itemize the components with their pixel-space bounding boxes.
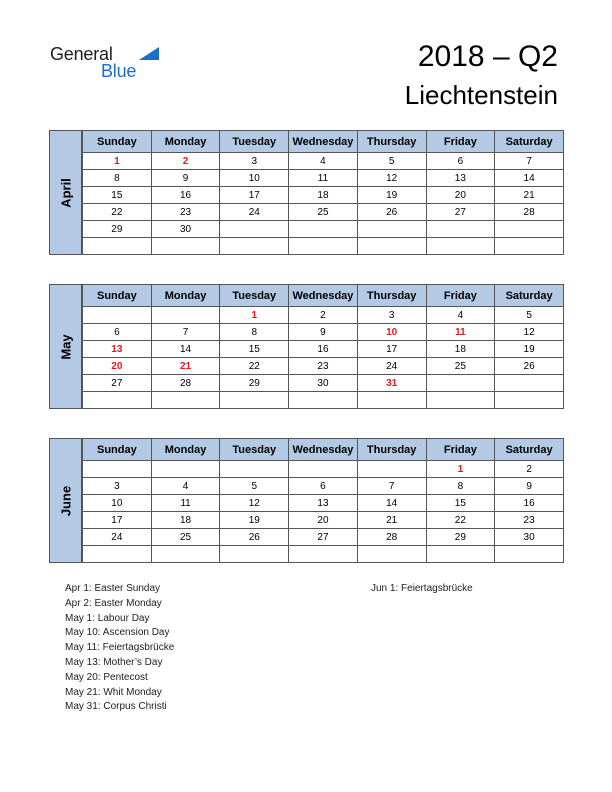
weekday-header: Wednesday [289,439,358,461]
holiday-note: Apr 1: Easter Sunday [65,583,161,594]
day-cell: 14 [151,341,220,358]
day-cell [220,461,289,478]
day-cell: 30 [151,221,220,238]
day-cell [83,546,152,563]
weekday-header: Saturday [495,285,564,307]
day-cell: 26 [220,529,289,546]
weekday-header: Sunday [83,131,152,153]
day-cell: 10 [220,170,289,187]
day-cell: 18 [151,512,220,529]
day-cell [83,307,152,324]
day-cell: 13 [83,341,152,358]
day-cell: 6 [83,324,152,341]
day-cell: 10 [357,324,426,341]
weekday-header: Tuesday [220,131,289,153]
week-row [83,307,564,324]
day-cell: 19 [357,187,426,204]
week-row [83,461,564,478]
logo-word-general: General [50,44,113,64]
day-cell: 15 [83,187,152,204]
day-cell: 12 [357,170,426,187]
day-cell: 31 [357,375,426,392]
week-row [83,478,564,495]
weekday-header: Friday [426,439,495,461]
day-cell: 14 [495,170,564,187]
day-cell: 21 [495,187,564,204]
day-cell: 16 [289,341,358,358]
day-cell: 9 [289,324,358,341]
weekday-header: Thursday [357,285,426,307]
week-row [83,512,564,529]
day-cell [151,238,220,255]
day-cell: 7 [495,153,564,170]
holiday-note: May 31: Corpus Christi [65,701,167,713]
day-cell: 11 [289,170,358,187]
day-cell: 4 [289,153,358,170]
week-row [83,546,564,563]
day-cell: 22 [426,512,495,529]
month-label [49,438,82,563]
holiday-notes-left [65,582,174,715]
week-row [83,204,564,221]
day-cell: 22 [220,358,289,375]
day-cell: 23 [151,204,220,221]
day-cell [426,238,495,255]
day-cell: 25 [426,358,495,375]
month-label-text: May [58,333,73,360]
day-cell [83,461,152,478]
holiday-note: May 21: Whit Monday [65,686,162,698]
day-cell: 13 [289,495,358,512]
logo-triangle-icon [139,47,159,60]
day-cell [289,238,358,255]
day-cell: 5 [495,307,564,324]
holiday-note: Apr 2: Easter Monday [65,597,162,609]
day-cell: 26 [495,358,564,375]
day-cell [495,375,564,392]
day-cell: 7 [357,478,426,495]
day-cell [357,392,426,409]
week-row [83,187,564,204]
week-row [83,529,564,546]
day-cell: 18 [426,341,495,358]
weekday-header-row [83,439,564,461]
day-cell: 25 [289,204,358,221]
day-cell [151,307,220,324]
weekday-header-row [83,131,564,153]
day-cell: 26 [357,204,426,221]
weekday-header: Monday [151,439,220,461]
day-cell: 20 [83,358,152,375]
week-row [83,170,564,187]
day-cell: 5 [220,478,289,495]
day-cell: 21 [357,512,426,529]
day-cell: 11 [151,495,220,512]
day-cell: 6 [426,153,495,170]
weekday-header-row [83,285,564,307]
holiday-note: May 10: Ascension Day [65,627,170,639]
week-row [83,238,564,255]
day-cell: 19 [220,512,289,529]
day-cell [151,392,220,409]
holiday-note: Jun 1: Feiertagsbrücke [371,583,473,594]
weekday-header: Wednesday [289,131,358,153]
day-cell: 14 [357,495,426,512]
day-cell: 1 [83,153,152,170]
day-cell [357,461,426,478]
day-cell: 1 [220,307,289,324]
holiday-note: May 11: Feiertagsbrücke [65,642,175,654]
country-name: Liechtenstein [404,80,558,110]
month-table [82,130,564,255]
month-block-june [49,438,564,563]
day-cell: 23 [495,512,564,529]
week-row [83,375,564,392]
day-cell: 9 [495,478,564,495]
day-cell: 15 [426,495,495,512]
day-cell [426,546,495,563]
month-label-text: June [58,485,73,516]
weekday-header: Saturday [495,131,564,153]
day-cell: 2 [289,307,358,324]
day-cell: 28 [495,204,564,221]
day-cell: 30 [289,375,358,392]
day-cell: 2 [495,461,564,478]
day-cell: 18 [289,187,358,204]
day-cell: 9 [151,170,220,187]
holiday-note: May 1: Labour Day [65,612,150,624]
weekday-header: Friday [426,131,495,153]
day-cell [426,392,495,409]
day-cell: 24 [220,204,289,221]
day-cell [83,392,152,409]
logo-word-blue: Blue [101,61,137,81]
day-cell: 24 [357,358,426,375]
day-cell: 16 [495,495,564,512]
day-cell: 16 [151,187,220,204]
day-cell [220,238,289,255]
day-cell: 30 [495,529,564,546]
day-cell [426,375,495,392]
day-cell [289,461,358,478]
day-cell: 22 [83,204,152,221]
day-cell: 11 [426,324,495,341]
day-cell: 28 [151,375,220,392]
day-cell [220,392,289,409]
week-row [83,495,564,512]
day-cell: 4 [426,307,495,324]
day-cell: 7 [151,324,220,341]
day-cell: 12 [495,324,564,341]
month-label-text: April [58,177,73,208]
day-cell [426,221,495,238]
weekday-header: Tuesday [220,439,289,461]
day-cell: 23 [289,358,358,375]
holiday-notes-right [371,582,473,597]
logo [50,44,160,84]
weekday-header: Sunday [83,439,152,461]
week-row [83,392,564,409]
day-cell: 4 [151,478,220,495]
day-cell: 8 [220,324,289,341]
page-title: 2018 – Q2 [417,40,558,73]
day-cell [220,221,289,238]
day-cell [357,238,426,255]
weekday-header: Monday [151,285,220,307]
day-cell: 20 [289,512,358,529]
day-cell: 10 [83,495,152,512]
weekday-header: Saturday [495,439,564,461]
day-cell: 20 [426,187,495,204]
day-cell [83,238,152,255]
day-cell: 15 [220,341,289,358]
day-cell: 29 [426,529,495,546]
day-cell [289,221,358,238]
day-cell: 25 [151,529,220,546]
day-cell: 29 [83,221,152,238]
day-cell [357,546,426,563]
day-cell: 17 [220,187,289,204]
day-cell: 27 [426,204,495,221]
weekday-header: Wednesday [289,285,358,307]
month-table [82,284,564,409]
day-cell [220,546,289,563]
day-cell [151,546,220,563]
week-row [83,221,564,238]
weekday-header: Friday [426,285,495,307]
day-cell: 19 [495,341,564,358]
day-cell: 27 [83,375,152,392]
day-cell [151,461,220,478]
day-cell: 3 [83,478,152,495]
day-cell [495,392,564,409]
week-row [83,341,564,358]
day-cell [495,238,564,255]
week-row [83,324,564,341]
day-cell: 17 [357,341,426,358]
holiday-note: May 13: Mother’s Day [65,656,163,668]
day-cell: 1 [426,461,495,478]
day-cell: 12 [220,495,289,512]
weekday-header: Sunday [83,285,152,307]
day-cell [289,392,358,409]
weekday-header: Tuesday [220,285,289,307]
day-cell: 5 [357,153,426,170]
month-block-may [49,284,564,409]
month-block-april [49,130,564,255]
day-cell: 13 [426,170,495,187]
day-cell: 6 [289,478,358,495]
day-cell: 3 [220,153,289,170]
week-row [83,358,564,375]
weekday-header: Thursday [357,439,426,461]
day-cell: 29 [220,375,289,392]
weekday-header: Thursday [357,131,426,153]
month-label [49,284,82,409]
day-cell [495,546,564,563]
day-cell: 2 [151,153,220,170]
month-label [49,130,82,255]
day-cell: 24 [83,529,152,546]
day-cell: 3 [357,307,426,324]
day-cell [289,546,358,563]
day-cell: 28 [357,529,426,546]
month-table [82,438,564,563]
weekday-header: Monday [151,131,220,153]
day-cell: 17 [83,512,152,529]
day-cell: 8 [83,170,152,187]
day-cell: 21 [151,358,220,375]
week-row [83,153,564,170]
holiday-note: May 20: Pentecost [65,671,148,683]
day-cell: 27 [289,529,358,546]
day-cell [495,221,564,238]
day-cell [357,221,426,238]
day-cell: 8 [426,478,495,495]
